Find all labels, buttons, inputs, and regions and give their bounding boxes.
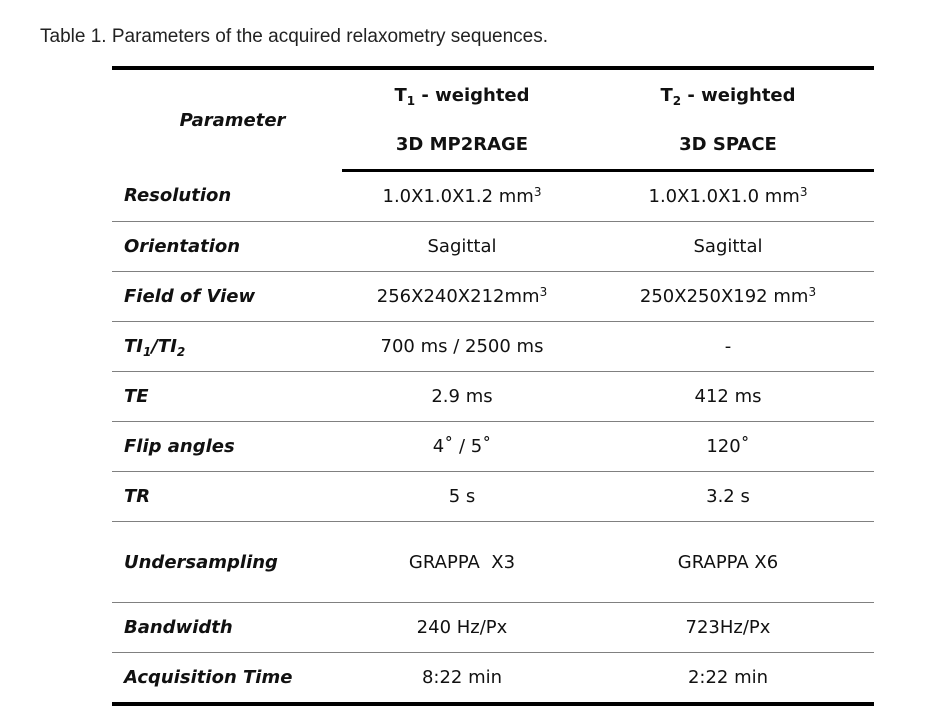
row-t1-value: 5 s — [342, 472, 582, 522]
table-header — [112, 68, 874, 171]
row-name: Flip angles — [112, 422, 342, 472]
row-t1-value: $256X240X212mm^3$ — [342, 272, 582, 322]
header-t2-weighted: $T_2$ - weighted — [660, 84, 796, 108]
row-t2-value: - — [582, 322, 874, 372]
row-t2-value: 412 ms — [582, 372, 874, 422]
row-t2-value: 250X250X192 $mm^3$ — [582, 272, 874, 322]
table-row — [112, 603, 874, 653]
row-t2-value: GRAPPA X6 — [582, 522, 874, 603]
row-name: $TI_1/TI_2$ — [112, 322, 342, 372]
row-t2-value: 723Hz/Px — [582, 603, 874, 653]
row-t2-value: 2:22 min — [582, 653, 874, 705]
table-row — [112, 472, 874, 522]
header-t1-weighted: $T_1$ - weighted — [394, 84, 530, 108]
header-parameter: Parameter — [179, 110, 286, 132]
table-body — [112, 171, 874, 705]
header-space: 3D SPACE — [582, 119, 874, 171]
parameters-table — [112, 66, 874, 706]
row-t1-value: GRAPPA X3 — [342, 522, 582, 603]
table-row — [112, 171, 874, 222]
table-row — [112, 372, 874, 422]
row-t2-value: 120˚ — [582, 422, 874, 472]
row-t1-value: Sagittal — [342, 222, 582, 272]
row-t1-value: 2.9 ms — [342, 372, 582, 422]
row-t1-value: 8:22 min — [342, 653, 582, 705]
row-name: Acquisition Time — [112, 653, 342, 705]
table-row — [112, 422, 874, 472]
table-row — [112, 272, 874, 322]
row-t2-value: 3.2 s — [582, 472, 874, 522]
row-t1-value: 1.0X1.0X1.2 $mm^3$ — [342, 171, 582, 222]
row-t1-value: 700 ms / 2500 ms — [342, 322, 582, 372]
header-mp2rage: 3D MP2RAGE — [342, 119, 582, 171]
table-caption: Table 1. Parameters of the acquired relaxometry sequences. — [40, 26, 548, 47]
table-row — [112, 322, 874, 372]
row-t2-value: Sagittal — [582, 222, 874, 272]
row-t1-value: 4˚ / 5˚ — [342, 422, 582, 472]
table-row — [112, 522, 874, 603]
row-t2-value: 1.0X1.0X1.0 $mm^3$ — [582, 171, 874, 222]
table-row — [112, 653, 874, 705]
row-t1-value: 240 Hz/Px — [342, 603, 582, 653]
row-name: Undersampling — [112, 522, 342, 603]
row-name: Bandwidth — [112, 603, 342, 653]
row-name: Field of View — [112, 272, 342, 322]
row-name: Orientation — [112, 222, 342, 272]
row-name: TE — [112, 372, 342, 422]
row-name: TR — [112, 472, 342, 522]
row-name: Resolution — [112, 171, 342, 222]
parameters-table-grid — [112, 66, 874, 706]
table-row — [112, 222, 874, 272]
